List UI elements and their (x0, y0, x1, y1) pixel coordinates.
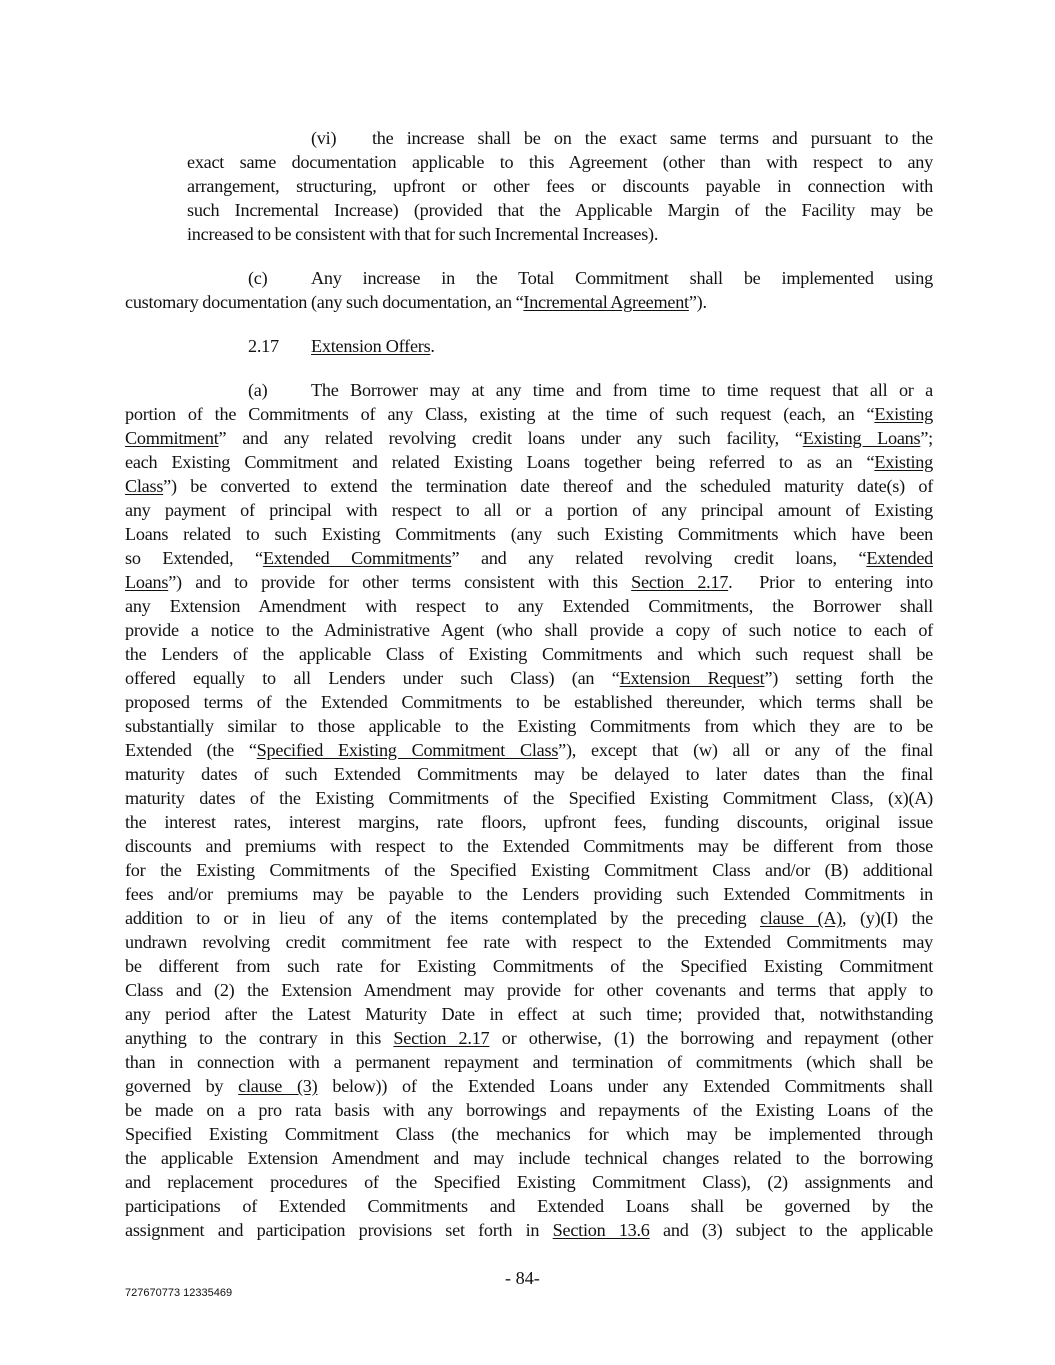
section-number: 2.17 (248, 336, 279, 356)
text-line: Specified Existing Commitment Class (the mechanics for which may be implemented through (125, 1124, 933, 1144)
clause-vi-body (187, 150, 933, 246)
text-line: any period after the Latest Maturity Date in effect at such time; provided that, notwithstanding (125, 1004, 933, 1024)
text-line: provide a notice to the Administrative Agent (who shall provide a copy of such notice to each of (125, 620, 933, 640)
defined-term: Extended (866, 548, 933, 568)
text-line: exact same documentation applicable to this Agreement (other than with respect to any (187, 152, 933, 172)
text-line: assignment and participation provisions set forth in Section 13.6 and (3) subject to the applicable (125, 1220, 933, 1240)
text-line: so Extended, “Extended Commitments” and any related revolving credit loans, “Extended (125, 548, 933, 568)
text-line: Loans”) and to provide for other terms consistent with this Section 2.17. Prior to entering into (125, 572, 934, 592)
text-line: increased to be consistent with that for such Incremental Increases). (187, 224, 659, 244)
clause-a-body (125, 402, 933, 1242)
clause-vi-first-line (372, 126, 933, 150)
text-line: portion of the Commitments of any Class, existing at the time of such request (each, an “Existing (125, 404, 933, 424)
clause-reference: clause (A) (759, 908, 843, 928)
section-title: Extension Offers. (311, 336, 435, 356)
text-line: such Incremental Increase) (provided that the Applicable Margin of the Facility may be (187, 200, 933, 220)
text-line: fees and/or premiums may be payable to the Lenders providing such Extended Commitments in (125, 884, 933, 904)
defined-term: Extended Commitments (262, 548, 452, 568)
text-line: participations of Extended Commitments and Extended Loans shall be governed by the (125, 1196, 933, 1216)
defined-term: Existing (874, 404, 933, 424)
defined-term: Specified Existing Commitment Class (256, 740, 559, 760)
clause-c-label: (c) (248, 268, 268, 288)
text-line: any payment of principal with respect to all or a portion of any principal amount of Existing (125, 500, 933, 520)
text-line: customary documentation (any such documentation, an “Incremental Agreement”). (125, 292, 707, 312)
text-line: addition to or in lieu of any of the items contemplated by the preceding clause (A), (y)(I) the (125, 908, 933, 928)
text-line: than in connection with a permanent repayment and termination of commitments (which shall be (125, 1052, 933, 1072)
text-line: Loans related to such Existing Commitments (any such Existing Commitments which have been (125, 524, 933, 544)
clause-a-label: (a) (248, 380, 268, 400)
text-line: anything to the contrary in this Section 2.17 or otherwise, (1) the borrowing and repayment (other (125, 1028, 933, 1048)
text-line: Commitment” and any related revolving credit loans under any such facility, “Existing Loans”; (125, 428, 933, 448)
text-line: the interest rates, interest margins, rate floors, upfront fees, funding discounts, original issue (125, 812, 933, 832)
text-line: proposed terms of the Extended Commitments to be established thereunder, which terms shall be (125, 692, 933, 712)
section-reference: Section 2.17 (631, 572, 729, 592)
text-line: undrawn revolving credit commitment fee rate with respect to the Extended Commitments may (125, 932, 933, 952)
defined-term: Class (125, 476, 164, 496)
text-line: each Existing Commitment and related Existing Loans together being referred to as an “Existing (125, 452, 933, 472)
text-line: Class”) be converted to extend the termination date thereof and the scheduled maturity date(s) of (125, 476, 933, 496)
text-line: The Borrower may at any time and from time to time request that all or a (311, 380, 933, 400)
text-line: the increase shall be on the exact same terms and pursuant to the (372, 128, 933, 148)
text-line: the Lenders of the applicable Class of Existing Commitments and which such request shall be (125, 644, 933, 664)
defined-term: Existing (874, 452, 933, 472)
text-line: be different from such rate for Existing Commitments of the Specified Existing Commitment (125, 956, 933, 976)
text-line: maturity dates of such Extended Commitments may be delayed to later dates than the final (125, 764, 933, 784)
clause-reference: clause (3) (238, 1076, 318, 1096)
text-line: Extended (the “Specified Existing Commitment Class”), except that (w) all or any of the final (125, 740, 934, 760)
defined-term: Incremental Agreement (523, 292, 689, 312)
text-line: substantially similar to those applicable to the Existing Commitments from which they are to be (125, 716, 933, 736)
text-line: offered equally to all Lenders under such Class) (an “Extension Request”) setting forth the (125, 668, 934, 688)
clause-vi-label: (vi) (311, 128, 337, 148)
text-line: Class and (2) the Extension Amendment may provide for other covenants and terms that apply to (125, 980, 933, 1000)
document-id: 727670773 12335469 (125, 1287, 233, 1299)
text-line: be made on a pro rata basis with any borrowings and repayments of the Existing Loans of the (125, 1100, 933, 1120)
text-line: the applicable Extension Amendment and may include technical changes related to the borrowing (125, 1148, 933, 1168)
clause-c-first-line (311, 266, 933, 290)
text-line: discounts and premiums with respect to the Extended Commitments may be different from those (125, 836, 933, 856)
clause-c-body (125, 290, 933, 314)
clause-a-first-line (311, 378, 933, 402)
section-reference: Section 13.6 (552, 1220, 650, 1240)
page-number: - 84- (505, 1268, 540, 1288)
defined-term: Extension Request (619, 668, 765, 688)
text-line: and replacement procedures of the Specified Existing Commitment Class), (2) assignments and (125, 1172, 933, 1192)
defined-term: Loans (125, 572, 169, 592)
text-line: arrangement, structuring, upfront or other fees or discounts payable in connection with (187, 176, 933, 196)
text-line: Any increase in the Total Commitment shall be implemented using (311, 268, 933, 288)
defined-term: Existing Loans (802, 428, 921, 448)
section-reference: Section 2.17 (393, 1028, 490, 1048)
text-line: governed by clause (3) below)) of the Extended Loans under any Extended Commitments shall (125, 1076, 933, 1096)
text-line: for the Existing Commitments of the Specified Existing Commitment Class and/or (B) additional (125, 860, 933, 880)
text-line: maturity dates of the Existing Commitments of the Specified Existing Commitment Class, (x)(A) (125, 788, 933, 808)
defined-term: Commitment (125, 428, 219, 448)
text-line: any Extension Amendment with respect to any Extended Commitments, the Borrower shall (125, 596, 933, 616)
